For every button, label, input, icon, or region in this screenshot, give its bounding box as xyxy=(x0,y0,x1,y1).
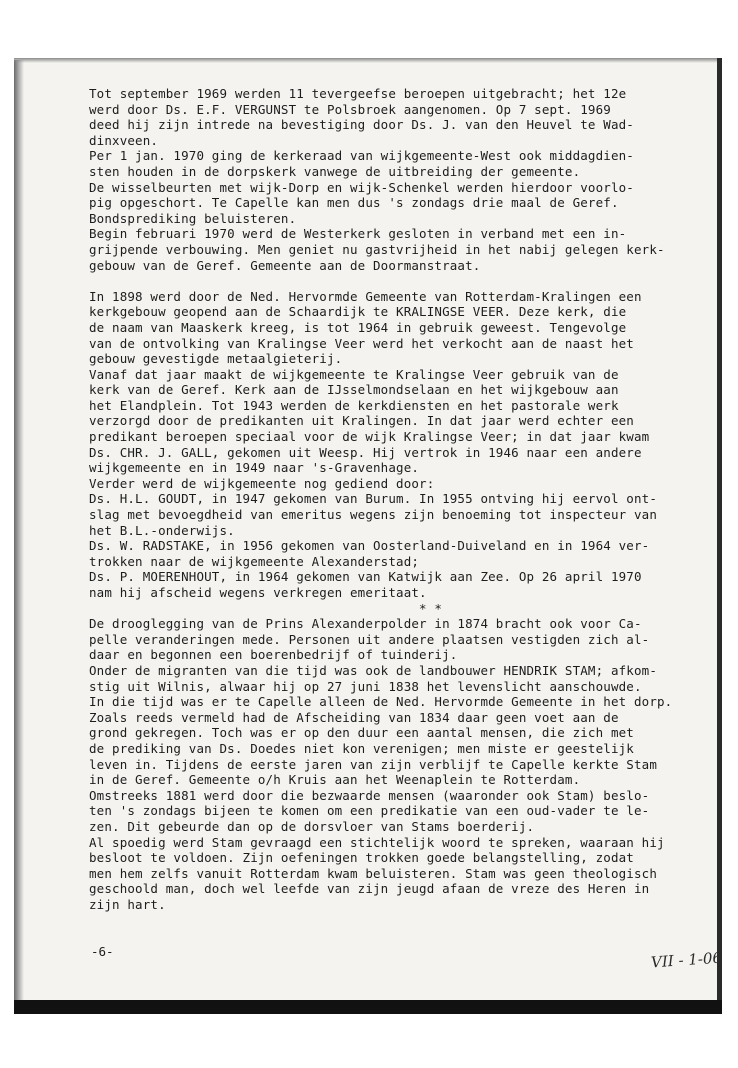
text-line: Vanaf dat jaar maakt de wijkgemeente te Kralingse Veer gebruik van de xyxy=(89,366,619,382)
text-line: leven in. Tijdens de eerste jaren van zijn verblijf te Capelle kerkte Stam xyxy=(89,756,657,772)
typed-text-body xyxy=(89,86,714,912)
text-line: geschoold man, doch wel leefde van zijn jeugd afaan de vreze des Heren in xyxy=(89,881,650,897)
text-line: Verder werd de wijkgemeente nog gediend door: xyxy=(89,475,435,491)
text-line: daar en begonnen een boerenbedrijf of tuinderij. xyxy=(89,647,458,663)
text-line: De wisselbeurten met wijk-Dorp en wijk-Schenkel werden hierdoor voorlo- xyxy=(89,179,634,195)
text-line: men hem zelfs vanuit Rotterdam kwam beluisteren. Stam was geen theologisch xyxy=(89,865,657,881)
text-line: het Elandplein. Tot 1943 werden de kerkdiensten en het pastorale werk xyxy=(89,397,619,413)
text-line: grijpende verbouwing. Men geniet nu gastvrijheid in het nabij gelegen kerk- xyxy=(89,241,665,257)
text-line: kerkgebouw geopend aan de Schaardijk te KRALINGSE VEER. Deze kerk, die xyxy=(89,304,627,320)
scan-border-bottom xyxy=(14,1000,722,1014)
text-line: Zoals reeds vermeld had de Afscheiding van 1834 daar geen voet aan de xyxy=(89,709,619,725)
text-line: gebouw van de Geref. Gemeente aan de Doormanstraat. xyxy=(89,257,481,273)
text-line: deed hij zijn intrede na bevestiging door Ds. J. van den Heuvel te Wad- xyxy=(89,117,634,133)
page-number: -6- xyxy=(91,944,114,959)
text-line: predikant beroepen speciaal voor de wijk Kralingse Veer; in dat jaar kwam xyxy=(89,429,650,445)
text-line: verzorgd door de predikanten uit Kralingen. In dat jaar werd echter een xyxy=(89,413,634,429)
section-separator: * * xyxy=(419,600,443,616)
text-line: Tot september 1969 werden 11 tevergeefse beroepen uitgebracht; het 12e xyxy=(89,86,627,101)
text-line: grond gekregen. Toch was er op den duur een aantal mensen, die zich met xyxy=(89,725,634,741)
text-line: van de ontvolking van Kralingse Veer werd het verkocht aan de naast het xyxy=(89,335,634,351)
text-line: het B.L.-onderwijs. xyxy=(89,522,235,538)
text-line: pelle veranderingen mede. Personen uit andere plaatsen vestigden zich al- xyxy=(89,631,650,647)
text-line: De drooglegging van de Prins Alexanderpolder in 1874 bracht ook voor Ca- xyxy=(89,616,642,632)
text-line: zijn hart. xyxy=(89,896,166,912)
text-line: de naam van Maaskerk kreeg, is tot 1964 in gebruik geweest. Tengevolge xyxy=(89,319,627,335)
paragraph-gap xyxy=(89,273,714,289)
text-line: in de Geref. Gemeente o/h Kruis aan het Weenaplein te Rotterdam. xyxy=(89,772,581,788)
text-line: besloot te voldoen. Zijn oefeningen trokken goede belangstelling, zodat xyxy=(89,850,634,866)
scan-edge-right xyxy=(717,58,722,1010)
text-line: ten 's zondags bijeen te komen om een predikatie van een oud-vader te le- xyxy=(89,803,650,819)
text-line: dinxveen. xyxy=(89,132,159,148)
text-line: Ds. W. RADSTAKE, in 1956 gekomen van Oosterland-Duiveland en in 1964 ver- xyxy=(89,538,650,554)
text-line: slag met bevoegdheid van emeritus wegens zijn benoeming tot inspecteur van xyxy=(89,507,657,523)
text-line: Ds. P. MOERENHOUT, in 1964 gekomen van Katwijk aan Zee. Op 26 april 1970 xyxy=(89,569,642,585)
text-line: Ds. CHR. J. GALL, gekomen uit Weesp. Hij vertrok in 1946 naar een andere xyxy=(89,444,642,460)
text-line: In die tijd was er te Capelle alleen de Ned. Hervormde Gemeente in het dorp. xyxy=(89,694,673,710)
handwritten-archive-mark: VII - 1-06 xyxy=(650,948,723,972)
text-line: zen. Dit gebeurde dan op de dorsvloer van Stams boerderij. xyxy=(89,818,535,834)
text-line: Al spoedig werd Stam gevraagd een stichtelijk woord te spreken, waaraan hij xyxy=(89,834,665,850)
paragraph-hendrik-stam xyxy=(89,616,714,912)
text-line: kerk van de Geref. Kerk aan de IJsselmondselaan en het wijkgebouw aan xyxy=(89,382,619,398)
text-line: Ds. H.L. GOUDT, in 1947 gekomen van Burum. In 1955 ontving hij eervol ont- xyxy=(89,491,657,507)
text-line: gebouw gevestigde metaalgieterij. xyxy=(89,351,343,367)
text-line: In 1898 werd door de Ned. Hervormde Gemeente van Rotterdam-Kralingen een xyxy=(89,288,642,304)
text-line: Per 1 jan. 1970 ging de kerkeraad van wijkgemeente-West ook middagdien- xyxy=(89,148,634,164)
paragraph-westerkerk xyxy=(89,86,714,273)
scan-shadow-top xyxy=(14,58,722,63)
text-line: pig opgeschort. Te Capelle kan men dus 's zondags drie maal de Geref. xyxy=(89,195,619,211)
text-line: werd door Ds. E.F. VERGUNST te Polsbroek aangenomen. Op 7 sept. 1969 xyxy=(89,101,611,117)
text-line: Begin februari 1970 werd de Westerkerk gesloten in verband met een in- xyxy=(89,226,627,242)
text-line: Omstreeks 1881 werd door die bezwaarde mensen (waaronder ook Stam) beslo- xyxy=(89,787,650,803)
text-line: Onder de migranten van die tijd was ook de landbouwer HENDRIK STAM; afkom- xyxy=(89,662,657,678)
text-line: trokken naar de wijkgemeente Alexanderstad; xyxy=(89,553,420,569)
text-line: nam hij afscheid wegens verkregen emeritaat. xyxy=(89,585,427,600)
text-line: de prediking van Ds. Doedes niet kon verenigen; men miste er geestelijk xyxy=(89,740,634,756)
text-line: stig uit Wilnis, alwaar hij op 27 juni 1838 het levenslicht aanschouwde. xyxy=(89,678,642,694)
paragraph-kralingse-veer xyxy=(89,289,714,601)
text-line: wijkgemeente en in 1949 naar 's-Gravenhage. xyxy=(89,460,420,476)
scan-shadow-left xyxy=(14,60,24,1010)
text-line: Bondsprediking beluisteren. xyxy=(89,210,297,226)
text-line: sten houden in de dorpskerk vanwege de uitbreiding der gemeente. xyxy=(89,163,581,179)
